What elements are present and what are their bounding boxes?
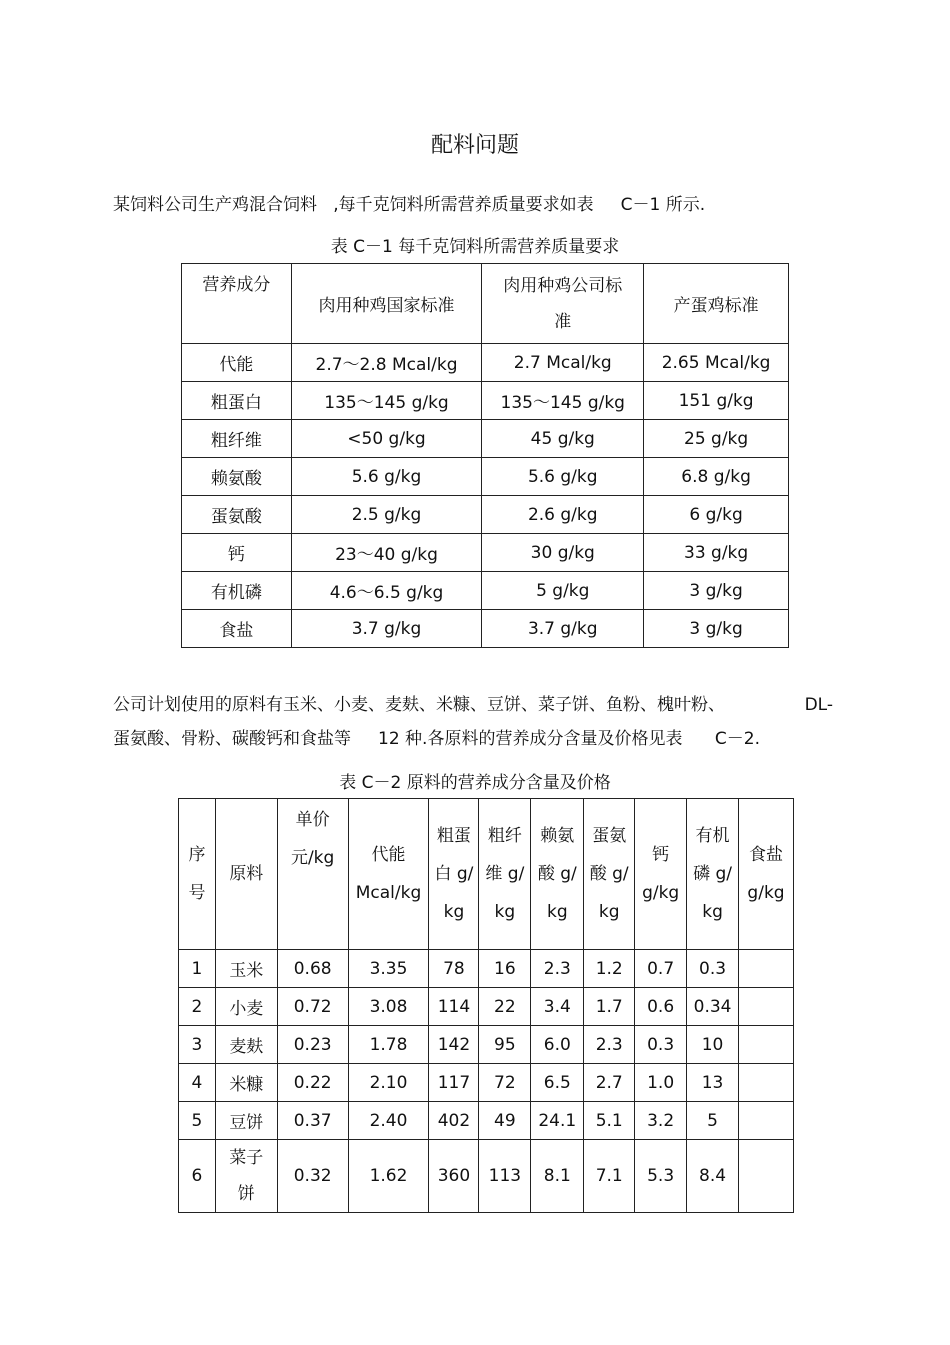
table-cell: 6.5 [531, 1064, 584, 1102]
table-cell: 钙 [182, 534, 292, 572]
table-cell: 2.7 [584, 1064, 635, 1102]
table-cell: 3.08 [348, 988, 429, 1026]
table-row [182, 534, 789, 572]
paragraph-line [113, 688, 833, 722]
header-cell [739, 799, 794, 950]
header-cell: 肉用种鸡国家标准 [291, 264, 482, 344]
table-cell: 5.1 [584, 1102, 635, 1140]
header-cell-text: 有机磷 g/kg [693, 826, 733, 922]
table-cell: 6 [179, 1140, 216, 1213]
nutrition-requirements-table [181, 263, 789, 648]
header-cell [348, 799, 429, 950]
table-cell: 3.7 g/kg [291, 610, 482, 648]
table-cell: 5 [687, 1102, 739, 1140]
table-row [182, 496, 789, 534]
table-cell: 有机磷 [182, 572, 292, 610]
table-cell: 7.1 [584, 1140, 635, 1213]
header-cell [687, 799, 739, 950]
table-cell: 赖氨酸 [182, 458, 292, 496]
table-cell: 2.6 g/kg [482, 496, 644, 534]
table-cell-text: 菜子饼 [229, 1148, 264, 1204]
table-cell: 蛋氨酸 [182, 496, 292, 534]
table-cell: 5.3 [635, 1140, 687, 1213]
table-cell: 食盐 [182, 610, 292, 648]
table-cell: 0.37 [277, 1102, 348, 1140]
table-cell: 25 g/kg [644, 420, 789, 458]
table-cell: 1.2 [584, 950, 635, 988]
table-cell: 3.4 [531, 988, 584, 1026]
table-cell: 2.10 [348, 1064, 429, 1102]
header-cell-text: 粗蛋白 g/kg [434, 826, 474, 922]
header-cell [429, 799, 479, 950]
table-row [182, 420, 789, 458]
table-cell: 3.7 g/kg [482, 610, 644, 648]
table-cell: 0.6 [635, 988, 687, 1026]
table-cell: 1.62 [348, 1140, 429, 1213]
table-cell: 16 [479, 950, 531, 988]
table-cell: 78 [429, 950, 479, 988]
table-cell: 0.68 [277, 950, 348, 988]
materials-paragraph [113, 688, 833, 756]
table-cell: 114 [429, 988, 479, 1026]
header-cell-text: 粗纤维 g/kg [485, 826, 525, 922]
table-cell: 117 [429, 1064, 479, 1102]
table-cell: 粗纤维 [182, 420, 292, 458]
header-cell [531, 799, 584, 950]
header-cell-text: 单价 元/kg [290, 810, 335, 868]
table-cell: 2.3 [531, 950, 584, 988]
table-row [179, 1140, 794, 1213]
paragraph-text: DL- [804, 695, 833, 715]
header-cell [479, 799, 531, 950]
table-cell: 402 [429, 1102, 479, 1140]
table-cell: 72 [479, 1064, 531, 1102]
table-cell: 粗蛋白 [182, 382, 292, 420]
table-cell: 8.1 [531, 1140, 584, 1213]
header-cell-text: 肉用种鸡公司标准 [503, 275, 623, 332]
table-row [182, 458, 789, 496]
header-cell [584, 799, 635, 950]
raw-materials-table [178, 798, 794, 1213]
table-cell: 1 [179, 950, 216, 988]
header-cell: 产蛋鸡标准 [644, 264, 789, 344]
table2-caption: 表 C－2 原料的营养成分含量及价格 [339, 773, 611, 793]
table-cell: 24.1 [531, 1102, 584, 1140]
header-cell: 原料 [215, 799, 277, 950]
header-cell-text: 钙 g/kg [642, 845, 680, 903]
table-cell: 6.0 [531, 1026, 584, 1064]
table-cell: 0.23 [277, 1026, 348, 1064]
table-row [179, 1102, 794, 1140]
table-cell: 小麦 [215, 988, 277, 1026]
table-cell: 8.4 [687, 1140, 739, 1213]
table-cell: 玉米 [215, 950, 277, 988]
table-cell: 45 g/kg [482, 420, 644, 458]
header-cell [635, 799, 687, 950]
table-cell [739, 950, 794, 988]
table-cell: 0.34 [687, 988, 739, 1026]
table-cell: 1.78 [348, 1026, 429, 1064]
table-cell: 142 [429, 1026, 479, 1064]
table-cell: 0.72 [277, 988, 348, 1026]
table-cell: 0.22 [277, 1064, 348, 1102]
header-cell [482, 264, 644, 344]
table-cell: 13 [687, 1064, 739, 1102]
table-cell: 30 g/kg [482, 534, 644, 572]
header-cell-text: 赖氨酸 g/kg [537, 826, 577, 922]
table-cell: 360 [429, 1140, 479, 1213]
table-cell: 代能 [182, 344, 292, 382]
table-cell: 49 [479, 1102, 531, 1140]
table-cell [215, 1140, 277, 1213]
table-cell [739, 1026, 794, 1064]
table-cell: <50 g/kg [291, 420, 482, 458]
table-cell: 5.6 g/kg [482, 458, 644, 496]
table-cell: 6.8 g/kg [644, 458, 789, 496]
header-cell: 营养成分 [182, 264, 292, 344]
header-cell-text: 代能 Mcal/kg [355, 845, 422, 903]
table-row [182, 382, 789, 420]
table-cell [739, 1140, 794, 1213]
table-cell: 0.3 [687, 950, 739, 988]
table-row [179, 988, 794, 1026]
table-cell: 2.7 Mcal/kg [482, 344, 644, 382]
table-cell: 113 [479, 1140, 531, 1213]
table-row [179, 1026, 794, 1064]
table-cell: 135～145 g/kg [482, 382, 644, 420]
table-cell: 3.35 [348, 950, 429, 988]
header-cell-text: 序号 [188, 845, 206, 903]
table-cell: 3 g/kg [644, 572, 789, 610]
table-cell: 4 [179, 1064, 216, 1102]
table-cell: 3 [179, 1026, 216, 1064]
table-cell: 0.7 [635, 950, 687, 988]
table-cell: 豆饼 [215, 1102, 277, 1140]
table-cell: 3 g/kg [644, 610, 789, 648]
header-cell [179, 799, 216, 950]
table-cell: 米糠 [215, 1064, 277, 1102]
table-header-row [179, 799, 794, 950]
table-cell: 2.65 Mcal/kg [644, 344, 789, 382]
table-cell: 2.5 g/kg [291, 496, 482, 534]
table-cell: 151 g/kg [644, 382, 789, 420]
table-cell [739, 1064, 794, 1102]
table-cell: 1.0 [635, 1064, 687, 1102]
table-cell: 2.7～2.8 Mcal/kg [291, 344, 482, 382]
table-cell: 5.6 g/kg [291, 458, 482, 496]
table-cell: 6 g/kg [644, 496, 789, 534]
table-cell: 5 [179, 1102, 216, 1140]
table-cell: 0.3 [635, 1026, 687, 1064]
table-cell: 麦麸 [215, 1026, 277, 1064]
table-cell: 0.32 [277, 1140, 348, 1213]
paragraph-text: 公司计划使用的原料有玉米、小麦、麦麸、米糠、豆饼、菜子饼、鱼粉、槐叶粉、 [113, 695, 725, 715]
table-cell: 22 [479, 988, 531, 1026]
table-cell: 5 g/kg [482, 572, 644, 610]
table-row [179, 950, 794, 988]
table-row [182, 572, 789, 610]
table-cell: 95 [479, 1026, 531, 1064]
table-cell: 23～40 g/kg [291, 534, 482, 572]
table-row [182, 610, 789, 648]
table-cell: 3.2 [635, 1102, 687, 1140]
table-cell: 4.6～6.5 g/kg [291, 572, 482, 610]
table-row [182, 344, 789, 382]
table1-caption: 表 C－1 每千克饲料所需营养质量要求 [330, 237, 620, 257]
intro-paragraph: 某饲料公司生产鸡混合饲料 ,每千克饲料所需营养质量要求如表 C－1 所示. [113, 195, 706, 215]
paragraph-text: 蛋氨酸、骨粉、碳酸钙和食盐等 12 种.各原料的营养成分含量及价格见表 C－2. [113, 729, 760, 749]
table-cell: 33 g/kg [644, 534, 789, 572]
header-cell [277, 799, 348, 950]
header-cell-text: 食盐 g/kg [747, 845, 785, 903]
table-header-row [182, 264, 789, 344]
page-title: 配料问题 [430, 133, 519, 158]
table-cell: 2 [179, 988, 216, 1026]
table-cell: 135～145 g/kg [291, 382, 482, 420]
table-row [179, 1064, 794, 1102]
table-cell [739, 1102, 794, 1140]
header-cell-text: 蛋氨酸 g/kg [589, 826, 629, 922]
table-cell: 2.40 [348, 1102, 429, 1140]
table-cell: 10 [687, 1026, 739, 1064]
table-cell: 1.7 [584, 988, 635, 1026]
table-cell: 2.3 [584, 1026, 635, 1064]
table-cell [739, 988, 794, 1026]
